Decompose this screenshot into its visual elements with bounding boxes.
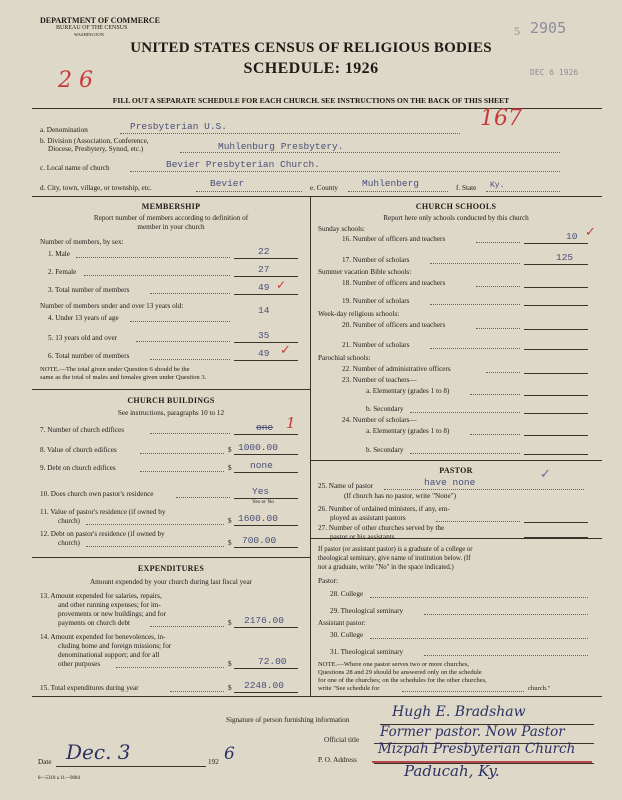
membership-heading: MEMBERSHIP <box>141 202 201 211</box>
county-value: Muhlenberg <box>362 178 420 189</box>
q13-label-4: payments on church debt <box>58 619 131 627</box>
signature-value: Hugh E. Bradshaw <box>392 704 526 720</box>
division-value: Muhlenburg Presbytery. <box>218 141 344 152</box>
q31-label: 31. Theological seminary <box>330 648 404 656</box>
division-label-2: Diocese, Presbytery, Synod, etc.) <box>48 145 144 153</box>
red-handwritten-number: 167 <box>480 106 522 131</box>
q11-label-2: church) <box>58 517 80 525</box>
q27-label-1: 27. Number of other churches served by the <box>318 524 445 532</box>
q27-label-2: pastor or his assistants <box>330 533 395 541</box>
q28-label: 28. College <box>330 590 364 598</box>
q17-value: 125 <box>556 252 574 263</box>
q13-label-1: 13. Amount expended for salaries, repairs, <box>40 592 162 600</box>
yes-no-hint: Yes or No <box>252 499 275 505</box>
q13-label-3: provements or new buildings; and for <box>58 610 166 618</box>
membership-intro-1: Report number of members according to definition of <box>93 214 249 222</box>
q10-label: 10. Does church own pastor's residence <box>40 490 154 498</box>
q7-handwritten-value: 1 <box>286 414 296 432</box>
pastor-note-2: Questions 28 and 29 should be answered only on the schedule <box>318 669 482 676</box>
q2-label: 2. Female <box>48 268 77 276</box>
schedule-year: SCHEDULE: 1926 <box>243 60 379 77</box>
membership-intro-2: member in your church <box>137 223 205 231</box>
q16-check-icon: ✓ <box>585 224 596 239</box>
q16-label: 16. Number of officers and teachers <box>342 235 446 243</box>
q1-label: 1. Male <box>48 250 70 258</box>
q23-label: 23. Number of teachers— <box>342 376 417 384</box>
bureau-name: BUREAU OF THE CENSUS <box>56 25 128 31</box>
q29-label: 29. Theological seminary <box>330 607 404 615</box>
q25-value: have none <box>424 477 476 488</box>
serial-prefix-mark: 5 <box>514 24 520 38</box>
q15-label: 15. Total expenditures during year <box>40 684 139 692</box>
q24b-label: b. Secondary <box>366 446 404 454</box>
q14-label-4: other purposes <box>58 660 101 668</box>
schools-heading: CHURCH SCHOOLS <box>415 202 497 211</box>
summer-schools-label: Summer vacation Bible schools: <box>318 268 412 276</box>
section-rule-bottom <box>32 696 602 697</box>
date-label: Date <box>38 758 52 766</box>
q22-label: 22. Number of administrative officers <box>342 365 451 373</box>
q9-label: 9. Debt on church edifices <box>40 464 116 472</box>
year-prefix: 192 <box>208 758 219 766</box>
pastor-note-4: write "See schedule for <box>318 685 380 692</box>
q21-label: 21. Number of scholars <box>342 341 410 349</box>
q9-dollar: $ <box>228 464 232 472</box>
q6-check-icon: ✓ <box>280 342 291 357</box>
address-label: P. O. Address <box>318 756 357 764</box>
q12-label-2: church) <box>58 539 80 547</box>
q14-dollar: $ <box>228 660 232 668</box>
q25-label: 25. Name of pastor <box>318 482 374 490</box>
members-by-sex-label: Number of members, by sex: <box>40 238 124 246</box>
county-label: e. County <box>310 184 338 192</box>
buildings-heading: CHURCH BUILDINGS <box>127 396 215 405</box>
state-label: f. State <box>456 184 477 192</box>
section-rule-top <box>32 196 602 197</box>
q15-value: 2248.00 <box>244 680 284 691</box>
expenditures-heading: EXPENDITURES <box>137 564 205 573</box>
official-title-label: Official title <box>324 736 360 744</box>
serial-stamp: 2905 <box>530 19 567 37</box>
q6-value: 49 <box>258 348 270 359</box>
q14-label-2: cluding home and foreign missions; for <box>58 642 172 650</box>
official-title-value: Former pastor. Now Pastor <box>380 724 565 740</box>
q25-note: (If church has no pastor, write "None") <box>344 492 456 500</box>
q30-label: 30. College <box>330 631 364 639</box>
q14-label-1: 14. Amount expended for benevolences, in- <box>40 633 166 641</box>
q18-label: 18. Number of officers and teachers <box>342 279 446 287</box>
q20-label: 20. Number of officers and teachers <box>342 321 446 329</box>
q4-label: 4. Under 13 years of age <box>48 314 119 322</box>
graduate-instruction-1: If pastor (or assistant pastor) is a graduate of a college or <box>318 546 473 553</box>
department-name: DEPARTMENT OF COMMERCE <box>40 16 161 25</box>
q11-value: 1600.00 <box>238 513 278 524</box>
q14-value: 72.00 <box>258 656 287 667</box>
state-value: Ky. <box>490 181 505 190</box>
sunday-schools-label: Sunday schools: <box>318 225 365 233</box>
column-divider <box>310 196 311 696</box>
q11-dollar: $ <box>228 517 232 525</box>
q8-label: 8. Value of church edifices <box>40 446 117 454</box>
q7-value: one <box>256 422 274 433</box>
q9-value: none <box>250 460 273 471</box>
q3-check-icon: ✓ <box>276 278 287 292</box>
q12-value: 700.00 <box>242 535 277 546</box>
address-line-2: Paducah, Ky. <box>404 762 500 780</box>
local-name-value: Bevier Presbyterian Church. <box>166 159 320 170</box>
q5-label: 5. 13 years old and over <box>48 334 118 342</box>
q11-label-1: 11. Value of pastor's residence (if owned by <box>40 508 166 516</box>
denomination-label: a. Denomination <box>40 126 88 134</box>
membership-note-1: NOTE.—The total given under Question 6 should be the <box>40 366 190 373</box>
q2-value: 27 <box>258 264 270 275</box>
parochial-schools-label: Parochial schools: <box>318 354 371 362</box>
q23a-label: a. Elementary (grades 1 to 8) <box>366 387 450 395</box>
q3-label: 3. Total number of members <box>48 286 130 294</box>
q10-value: Yes <box>252 486 270 497</box>
q24-label: 24. Number of scholars— <box>342 416 417 424</box>
q23b-label: b. Secondary <box>366 405 404 413</box>
q3-value: 49 <box>258 282 270 293</box>
q24a-label: a. Elementary (grades 1 to 8) <box>366 427 450 435</box>
received-date-stamp: DEC 6 1926 <box>530 68 579 77</box>
q14-label-3: denominational support; and for all <box>58 651 160 659</box>
city-label: d. City, town, village, or township, etc. <box>40 184 152 192</box>
city-value: Bevier <box>210 178 245 189</box>
q19-label: 19. Number of scholars <box>342 297 410 305</box>
q12-dollar: $ <box>228 539 232 547</box>
year-digit: 6 <box>224 744 235 764</box>
q25-check-icon: ✓ <box>540 466 551 481</box>
q5-value: 35 <box>258 330 270 341</box>
signature-label: Signature of person furnishing information <box>226 716 350 724</box>
q7-label: 7. Number of church edifices <box>40 426 125 434</box>
buildings-intro: See instructions, paragraphs 10 to 12 <box>117 409 225 417</box>
q26-label-2: ployed as assistant pastors <box>330 514 406 522</box>
graduate-instruction-3: not a graduate, write "No" in the space indicated.) <box>318 564 454 571</box>
schools-intro: Report here only schools conducted by this church <box>383 214 529 222</box>
q15-dollar: $ <box>228 684 232 692</box>
pastor-note-1: NOTE.—Where one pastor serves two or more churches, <box>318 661 470 668</box>
separate-schedule-instruction: FILL OUT A SEPARATE SCHEDULE FOR EACH CHURCH. SEE INSTRUCTIONS ON THE BACK OF THIS SHEET <box>112 96 510 105</box>
q17-label: 17. Number of scholars <box>342 256 410 264</box>
q16-value: 10 <box>566 231 578 242</box>
q13-dollar: $ <box>228 619 232 627</box>
handwritten-number: 2 6 <box>58 68 93 93</box>
q26-label-1: 26. Number of ordained ministers, if any, em- <box>318 505 450 513</box>
q1-value: 22 <box>258 246 270 257</box>
members-by-age-label: Number of members under and over 13 years old: <box>40 302 184 310</box>
pastor-note-5: church." <box>528 685 551 692</box>
denomination-value: Presbyterian U.S. <box>130 121 227 132</box>
q8-value: 1000.00 <box>238 442 278 453</box>
q4-value: 14 <box>258 305 270 316</box>
membership-note-2: same as the total of males and females given under Question 3. <box>40 374 207 381</box>
q13-label-2: and other running expenses; for im- <box>58 601 161 609</box>
q13-value: 2176.00 <box>244 615 284 626</box>
form-number: 8—5318 a 11—9084 <box>38 776 81 781</box>
weekday-schools-label: Week-day religious schools: <box>318 310 400 318</box>
pastor-note-3: for one of the churches; on the schedules for the other churches, <box>318 677 487 684</box>
division-label-1: b. Division (Association, Conference, <box>40 137 149 145</box>
q6-label: 6. Total number of members <box>48 352 130 360</box>
date-value: Dec. 3 <box>66 740 131 764</box>
address-line-1: Mizpah Presbyterian Church <box>378 741 576 757</box>
assistant-pastor-label: Assistant pastor: <box>318 619 366 627</box>
local-name-label: c. Local name of church <box>40 164 110 172</box>
q12-label-1: 12. Debt on pastor's residence (if owned by <box>40 530 165 538</box>
city-name: WASHINGTON <box>74 32 104 37</box>
graduate-instruction-2: theological seminary, give name of institution below. (If <box>318 555 471 562</box>
pastor-heading: PASTOR <box>439 466 473 475</box>
pastor-sub-label: Pastor: <box>318 577 338 585</box>
q8-dollar: $ <box>228 446 232 454</box>
form-title: UNITED STATES CENSUS OF RELIGIOUS BODIES <box>130 40 492 56</box>
expenditures-intro: Amount expended by your church during last fiscal year <box>89 578 253 586</box>
